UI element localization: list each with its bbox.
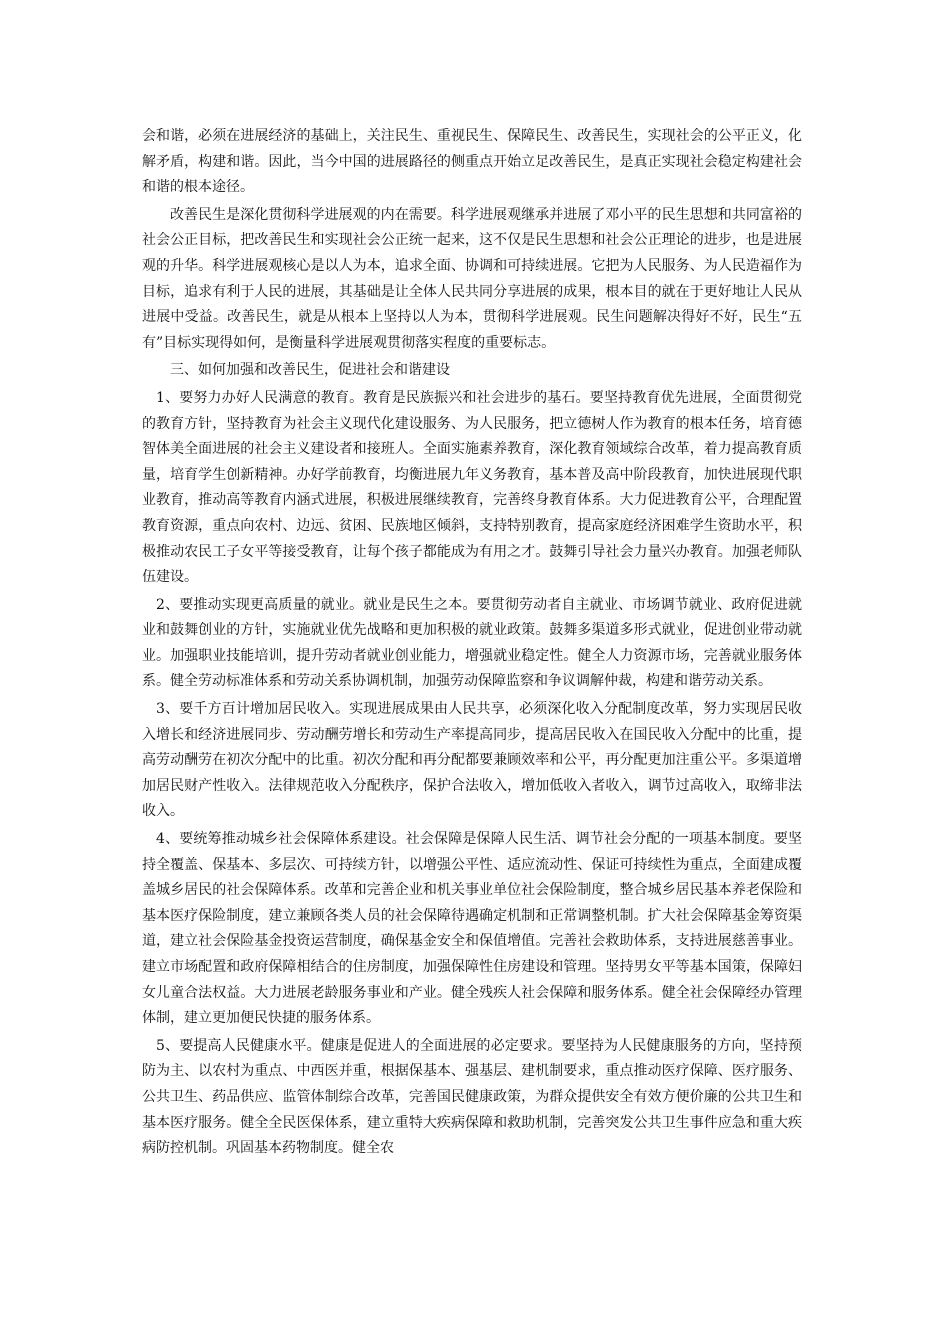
paragraph-continuation: 会和谐，必须在进展经济的基础上，关注民生、重视民生、保障民生、改善民生，实现社会的公平正义，化解矛盾，构建和谐。因此，当今中国的进展路径的侧重点开始立足改善民生，是真正实现社会稳定构建社会和谐的根本途径。 (142, 128, 802, 196)
paragraph-livelihood-development-view: 改善民生是深化贯彻科学进展观的内在需要。科学进展观继承并进展了邓小平的民生思想和共同富裕的社会公正目标，把改善民生和实现社会公正统一起来，这不仅是民生思想和社会公正理论的进步，也是进展观的升华。科学进展观核心是以人为本，追求全面、协调和可持续进展。它把为人民服务、为人民造福作为目标，追求有利于人民的进展，其基础是让全体人民共同分享进展的成果，根本目的就在于更好地让人民从进展中受益。改善民生，就是从根本上坚持以人为本，贯彻科学进展观。民生问题解决得好不好，民生“五有”目标实现得如何，是衡量科学进展观贯彻落实程度的重要标志。 (142, 206, 802, 351)
paragraph-item-3-income: 3、要千方百计增加居民收入。实现进展成果由人民共享，必须深化收入分配制度改革，努力实现居民收入增长和经济进展同步、劳动酬劳增长和劳动生产率提高同步，提高居民收入在国民收入分配中的比重，提高劳动酬劳在初次分配中的比重。初次分配和再分配都要兼顾效率和公平，再分配更加注重公平。多渠道增加居民财产性收入。法律规范收入分配秩序，保护合法收入，增加低收入者收入，调节过高收入，取缔非法收入。 (142, 701, 802, 820)
paragraph-item-1-education: 1、要努力办好人民满意的教育。教育是民族振兴和社会进步的基石。要坚持教育优先进展，全面贯彻党的教育方针，坚持教育为社会主义现代化建设服务、为人民服务，把立德树人作为教育的根本任务，培育德智体美全面进展的社会主义建设者和接班人。全面实施素养教育，深化教育领域综合改革，着力提高教育质量，培育学生创新精神。办好学前教育，均衡进展九年义务教育，基本普及高中阶段教育，加快进展现代职业教育，推动高等教育内涵式进展，积极进展继续教育，完善终身教育体系。大力促进教育公平，合理配置教育资源，重点向农村、边远、贫困、民族地区倾斜，支持特别教育，提高家庭经济困难学生资助水平，积极推动农民工子女平等接受教育，让每个孩子都能成为有用之才。鼓舞引导社会力量兴办教育。加强老师队伍建设。 (142, 389, 802, 586)
paragraph-item-5-health: 5、要提高人民健康水平。健康是促进人的全面进展的必定要求。要坚持为人民健康服务的方向，坚持预防为主、以农村为重点、中西医并重，根据保基本、强基层、建机制要求，重点推动医疗保障、医疗服务、公共卫生、药品供应、监管体制综合改革，完善国民健康政策，为群众提供安全有效方便价廉的公共卫生和基本医疗服务。健全全民医保体系，建立重特大疾病保障和救助机制，完善突发公共卫生事件应急和重大疾病防控机制。巩固基本药物制度。健全农 (142, 1037, 802, 1157)
paragraph-item-4-social-security: 4、要统筹推动城乡社会保障体系建设。社会保障是保障人民生活、调节社会分配的一项基本制度。要坚持全覆盖、保基本、多层次、可持续方针，以增强公平性、适应流动性、保证可持续性为重点，全面建成覆盖城乡居民的社会保障体系。改革和完善企业和机关事业单位社会保险制度，整合城乡居民基本养老保险和基本医疗保险制度，建立兼顾各类人员的社会保障待遇确定机制和正常调整机制。扩大社会保障基金筹资渠道，建立社会保险基金投资运营制度，确保基金安全和保值增值。完善社会救助体系，支持进展慈善事业。建立市场配置和政府保障相结合的住房制度，加强保障性住房建设和管理。坚持男女平等基本国策，保障妇女儿童合法权益。大力进展老龄服务事业和产业。健全残疾人社会保障和服务体系。健全社会保障经办管理体制，建立更加便民快捷的服务体系。 (142, 831, 802, 1027)
paragraph-item-2-employment: 2、要推动实现更高质量的就业。就业是民生之本。要贯彻劳动者自主就业、市场调节就业、政府促进就业和鼓舞创业的方针，实施就业优先战略和更加积极的就业政策。鼓舞多渠道多形式就业，促进创业带动就业。加强职业技能培训，提升劳动者就业创业能力，增强就业稳定性。健全人力资源市场，完善就业服务体系。健全劳动标准体系和劳动关系协调机制，加强劳动保障监察和争议调解仲裁，构建和谐劳动关系。 (142, 596, 802, 690)
document-body (142, 124, 802, 1162)
section-heading-3: 三、如何加强和改善民生，促进社会和谐建设 (170, 362, 450, 379)
